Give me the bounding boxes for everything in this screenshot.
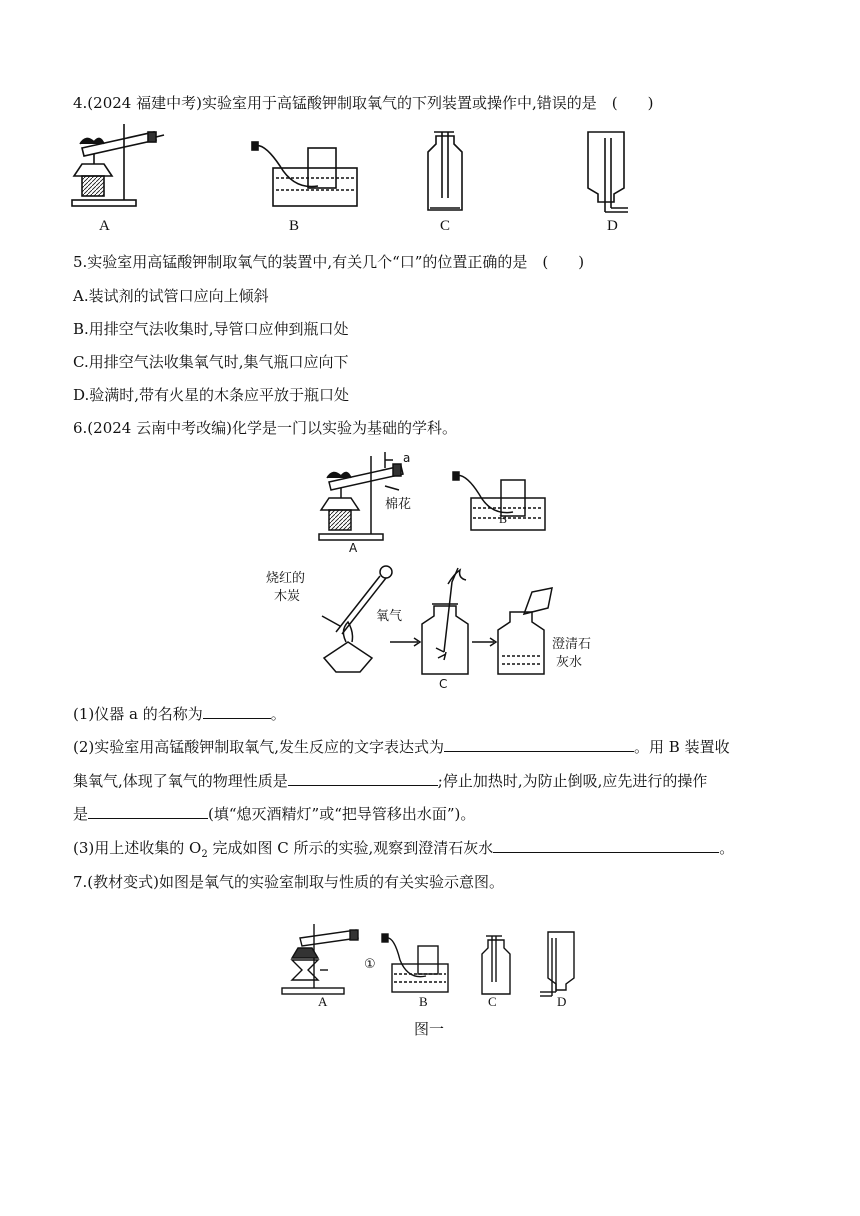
q4-label-b: B [289,218,300,234]
q6-part3: (3)用上述收集的 $O_2$ 完成如图 C 所示的实验,观察到澄清石灰水 。 [73,839,735,860]
q6-limewater-bottle [498,588,552,674]
q4-label-c: C [440,218,451,234]
q6-blank-5[interactable] [493,837,719,853]
q6-part2-line3: 是 (填“熄灭酒精灯”或“把导管移出水面”)。 [73,805,476,823]
q6-blank-3[interactable] [288,770,438,786]
q7-stem: 7.(教材变式)如图是氧气的实验室制取与性质的有关实验示意图。 [73,873,505,891]
q7-apparatus-d [540,932,574,996]
q7-apparatus-a [282,924,358,994]
q6-figure-bottom [262,562,592,692]
q4-apparatus-b [252,142,357,206]
q7-circle-1: ① [364,957,376,972]
q6-label-b: B [499,512,508,526]
q6-label-oxygen: 氧气 [376,609,403,624]
q6-apparatus-a [319,452,403,540]
q6-label-lime-2: 灰水 [556,655,583,670]
q6-blank-4[interactable] [88,803,208,819]
q6-label-c: C [439,677,448,691]
q6-part2-line1: (2)实验室用高锰酸钾制取氧气,发生反应的文字表达式为 。用 B 装置收 [73,738,730,756]
q6-arrow-1 [390,638,420,646]
q7-label-b: B [419,994,428,1009]
q4-stem: 4.(2024 福建中考)实验室用于高锰酸钾制取氧气的下列装置或操作中,错误的是 ( ) [73,94,654,112]
q6-label-lime-1: 澄清石 [552,637,592,652]
q4-apparatus-a [72,124,164,206]
q6-part1: (1)仪器 a 的名称为 。 [73,705,286,723]
q5-option-d: D.验满时,带有火星的木条应平放于瓶口处 [73,386,350,404]
q7-label-c: C [488,994,497,1009]
q5-option-b: B.用排空气法收集时,导管口应伸到瓶口处 [73,320,349,338]
q5-option-c: C.用排空气法收集氧气时,集气瓶口应向下 [73,353,349,371]
q4-label-a: A [99,218,110,234]
q6-figure-top [315,446,555,556]
q6-label-charcoal-1: 烧红的 [266,571,306,586]
q6-part2-line2: 集氧气,体现了氧气的物理性质是 ;停止加热时,为防止倒吸,应先进行的操作 [73,772,708,790]
q7-label-d: D [557,994,567,1009]
q6-label-a-instrument: a [403,451,411,465]
q6-stem: 6.(2024 云南中考改编)化学是一门以实验为基础的学科。 [73,419,457,437]
q7-apparatus-b [382,934,448,992]
q7-label-a: A [318,994,328,1009]
q7-figure-caption: 图一 [414,1022,445,1038]
q6-arrow-2 [472,638,496,646]
q5-option-a: A.装试剂的试管口应向上倾斜 [73,287,269,305]
q4-figure [68,118,668,218]
q4-label-d: D [607,218,618,234]
q6-blank-2[interactable] [444,736,634,752]
q6-label-charcoal-2: 木炭 [274,589,301,604]
q4-apparatus-d [588,132,628,212]
q6-label-a: A [349,541,358,555]
q6-oxygen-bottle [422,568,468,674]
q5-stem: 5.实验室用高锰酸钾制取氧气的装置中,有关几个“口”的位置正确的是 ( ) [73,253,585,271]
q6-label-cotton: 棉花 [385,497,412,512]
q4-apparatus-c [428,132,462,210]
q6-blank-1[interactable] [203,703,271,719]
q7-figure [278,924,588,1004]
q7-apparatus-c [482,936,510,994]
